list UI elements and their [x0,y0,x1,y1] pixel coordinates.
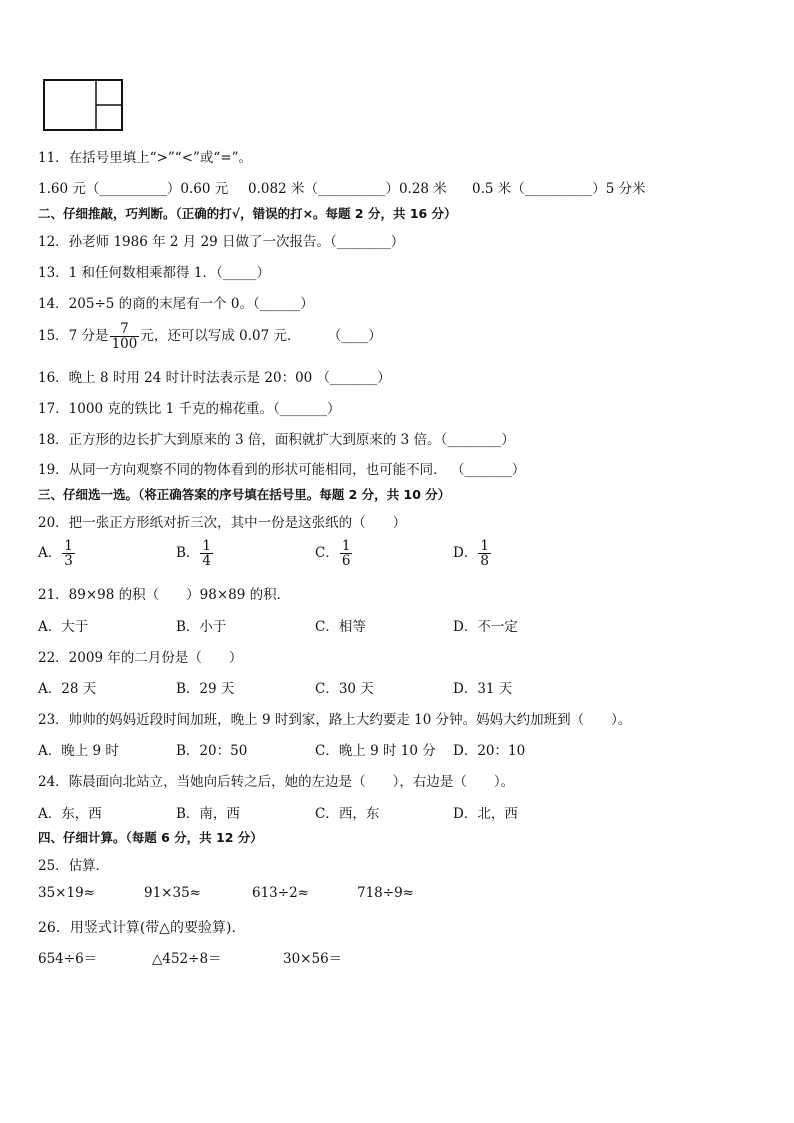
q26-item-3: 30×56＝ [283,951,343,967]
question-23-stem: 23．帅帅的妈妈近段时间加班，晚上 9 时到家，路上大约要走 10 分钟。妈妈大约加班到（ ）。 [38,712,632,728]
q20-option-b [176,539,214,568]
q25-item-1: 35×19≈ [38,885,95,901]
q11-item-1: 1.60 元（__________）0.60 元 [38,181,229,197]
q11-item-2: 0.082 米（__________）0.28 米 [248,181,447,197]
question-21-stem: 21．89×98 的积（ ）98×89 的积． [38,587,291,603]
q23-option-d: D．20：10 [453,743,526,759]
question-17: 17．1000 克的铁比 1 千克的棉花重。（_______） [38,401,341,417]
section-4-heading: 四、仔细计算。（每题 6 分，共 12 分） [38,830,263,845]
q20-option-c [315,539,353,568]
q24-option-b: B．南，西 [176,806,240,822]
question-15 [38,322,382,351]
q20-option-a-fraction [62,539,75,568]
q20-option-a-label: A． [38,545,62,562]
question-14: 14．205÷5 的商的末尾有一个 0。（______） [38,296,314,312]
q26-item-1: 654÷6＝ [38,951,98,967]
q24-option-d: D．北，西 [453,806,518,822]
divided-rectangle-figure [43,79,123,131]
q25-item-4: 718÷9≈ [357,885,414,901]
question-12: 12．孙老师 1986 年 2 月 29 日做了一次报告。（________） [38,234,405,250]
question-26-stem: 26．用竖式计算(带△的要验算). [38,920,236,936]
q25-item-3: 613÷2≈ [252,885,309,901]
q15-fraction [110,322,140,351]
q23-option-b: B．20：50 [176,743,248,759]
q21-option-c: C．相等 [315,619,366,635]
q20-d-num: 1 [480,538,489,554]
q21-option-b: B．小于 [176,619,227,635]
question-16: 16．晚上 8 时用 24 时计时法表示是 20：00 （_______） [38,370,391,386]
q22-option-c: C．30 天 [315,681,374,697]
q25-item-2: 91×35≈ [144,885,201,901]
q15-prefix: 15．7 分是 [38,328,109,345]
question-20-stem: 20．把一张正方形纸对折三次，其中一份是这张纸的（ ） [38,515,407,531]
q15-blank: （____） [334,328,382,345]
question-13: 13．1 和任何数相乘都得 1．（_____） [38,265,270,281]
q20-option-c-label: C． [315,545,339,562]
q20-c-num: 1 [341,538,351,554]
q15-numerator: 7 [110,322,140,337]
q22-option-a: A．28 天 [38,681,97,697]
section-2-heading: 二、仔细推敲，巧判断。（正确的打√，错误的打×。每题 2 分，共 16 分） [38,206,457,221]
q20-option-d-fraction [478,539,491,568]
q20-d-den: 8 [480,553,489,570]
question-25-stem: 25．估算． [38,858,110,874]
q21-option-d: D．不一定 [453,619,518,635]
q21-option-a: A．大于 [38,619,89,635]
q20-option-b-label: B． [176,545,200,562]
q11-item-3: 0.5 米（__________）5 分米 [472,181,646,197]
q20-option-b-fraction [200,539,213,568]
q26-item-2: △452÷8＝ [152,951,222,967]
q22-option-b: B．29 天 [176,681,235,697]
q23-option-a: A．晚上 9 时 [38,743,119,759]
q20-b-num: 1 [202,538,212,554]
question-11-stem: 11．在括号里填上“>”“<”或“=”。 [38,150,253,166]
question-24-stem: 24．陈晨面向北站立，当她向后转之后，她的左边是（ ），右边是（ ）。 [38,774,515,790]
q20-c-den: 6 [341,553,351,570]
q24-option-a: A．东，西 [38,806,102,822]
question-19: 19．从同一方向观察不同的物体看到的形状可能相同，也可能不同． （_______） [38,462,526,478]
q20-a-num: 1 [64,538,73,554]
q15-denominator: 100 [111,336,138,353]
question-22-stem: 22．2009 年的二月份是（ ） [38,650,243,666]
q24-option-c: C．西，东 [315,806,380,822]
q20-option-c-fraction [340,539,353,568]
q23-option-c: C．晚上 9 时 10 分 [315,743,436,759]
question-18: 18．正方形的边长扩大到原来的 3 倍，面积就扩大到原来的 3 倍。（________） [38,432,515,448]
section-3-heading: 三、仔细选一选。（将正确答案的序号填在括号里。每题 2 分，共 10 分） [38,487,451,502]
q20-option-d [453,539,492,568]
q20-option-d-label: D． [453,545,478,562]
q15-suffix: 元，还可以写成 0.07 元． [140,328,301,345]
q20-option-a [38,539,76,568]
q20-a-den: 3 [64,553,73,570]
q22-option-d: D．31 天 [453,681,513,697]
q20-b-den: 4 [202,553,212,570]
